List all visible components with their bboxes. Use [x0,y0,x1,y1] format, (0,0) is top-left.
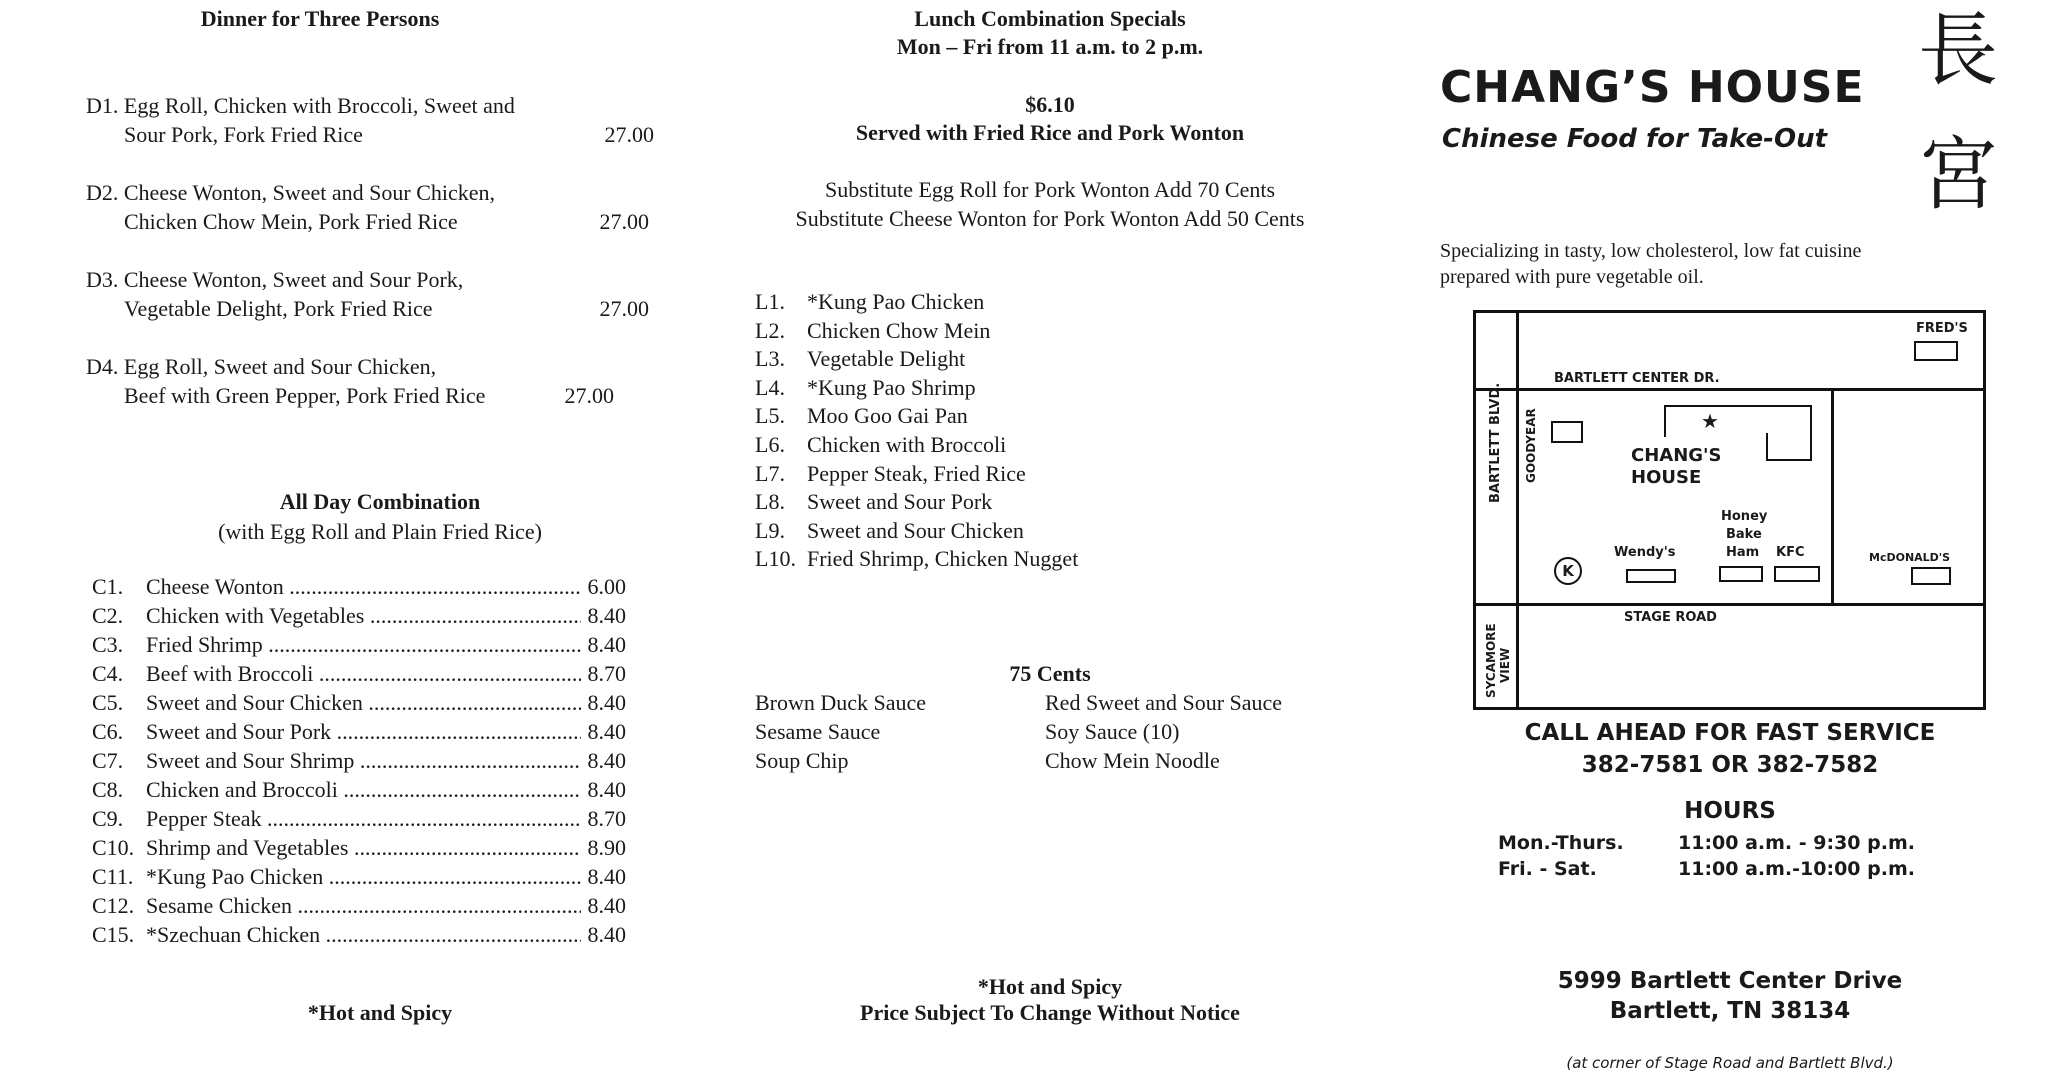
dinner-item-line2: Vegetable Delight, Pork Fried Rice [124,296,433,321]
combo-price: 8.40 [587,690,626,715]
allday-footnote: *Hot and Spicy [307,1000,453,1025]
price-notice: Price Subject To Change Without Notice [860,1000,1240,1025]
dinner-item [86,265,654,323]
sycamore-label: SYCAMORE [1484,623,1498,698]
wendys-label: Wendy's [1614,545,1676,560]
lunch-item: L10. Fried Shrimp, Chicken Nugget [755,546,1079,572]
bartlett-blvd-label: BARTLETT BLVD. [1488,382,1503,503]
combo-code: C11. [92,864,134,889]
sauce-item: Brown Duck Sauce [755,690,927,715]
kfc-building [1774,566,1820,582]
dinner-item-price: 27.00 [604,122,654,147]
star-icon: ★ [1701,409,1719,433]
dinner-item [86,178,654,236]
combo-price: 8.40 [587,632,626,657]
combo-name: Sweet and Sour Pork ..... [146,717,581,746]
chinese-logo-char-2: 宮 [1918,128,1998,221]
dinner-item [86,352,654,410]
road-line [1831,391,1834,603]
freds-label: FRED'S [1916,321,1968,336]
dinner-item-price: 27.00 [599,209,649,234]
combo-name: *Szechuan Chicken ..... [146,920,581,949]
sauce-item: Sesame Sauce [755,719,881,744]
hot-spicy-note: *Hot and Spicy [977,974,1123,999]
kfc-label: KFC [1776,545,1805,560]
combo-name: Cheese Wonton ..... [146,572,581,601]
road-line [1476,388,1983,391]
combo-name: Pepper Steak ..... [146,804,581,833]
lunch-item: L5. Moo Goo Gai Pan [755,403,968,429]
combo-price: 8.40 [587,719,626,744]
combo-code: C7. [92,748,124,773]
goodyear-label: GOODYEAR [1524,408,1538,483]
combo-row [92,920,632,949]
combo-name: Chicken with Vegetables ..... [146,601,581,630]
hours-title: HOURS [1684,798,1776,824]
view-label: VIEW [1498,647,1512,683]
combo-code: C10. [92,835,135,860]
combo-name: Sweet and Sour Shrimp ..... [146,746,581,775]
combo-name: *Kung Pao Chicken ..... [146,862,581,891]
changs-label-line2: HOUSE [1631,467,1702,488]
combo-row [92,804,632,833]
sauce-item: Red Sweet and Sour Sauce [1045,690,1283,715]
lunch-sub-cheese-wonton: Substitute Cheese Wonton for Pork Wonton Add 50 Cents [795,206,1305,231]
dinner-title: Dinner for Three Persons [200,6,440,31]
lunch-list [755,288,1078,574]
phone-numbers: 382-7581 OR 382-7582 [1581,752,1879,778]
combo-name: Chicken and Broccoli ..... [146,775,581,804]
combo-row [92,891,632,920]
lunch-item: L9. Sweet and Sour Chicken [755,517,1024,543]
combo-row [92,775,632,804]
combo-code: C1. [92,574,124,599]
allday-title: All Day Combination [279,489,481,514]
combo-price: 6.00 [587,574,626,599]
sauce-item: Soy Sauce (10) [1045,719,1180,744]
combo-price: 8.40 [587,922,626,947]
combo-price: 8.40 [587,748,626,773]
combo-price: 8.40 [587,603,626,628]
lunch-title: Lunch Combination Specials [914,6,1186,31]
combo-code: C6. [92,719,124,744]
lunch-item: L3. Vegetable Delight [755,346,966,372]
honey-label: Honey [1721,509,1768,524]
honey-baked-ham-building [1719,566,1763,582]
dinner-item-line2: Sour Pork, Fork Fried Rice [124,122,363,147]
combo-code: C9. [92,806,124,831]
dinner-item-price: 27.00 [564,383,614,408]
address-line2: Bartlett, TN 38134 [1609,998,1851,1024]
combo-row [92,717,632,746]
lunch-hours: Mon – Fri from 11 a.m. to 2 p.m. [896,34,1204,59]
hours-table [1498,830,1915,882]
bartlett-center-dr-label: BARTLETT CENTER DR. [1554,371,1720,386]
combo-code: C2. [92,603,124,628]
bake-label: Bake [1726,527,1762,542]
combo-row [92,601,632,630]
combo-price: 8.70 [587,661,626,686]
allday-subtitle: (with Egg Roll and Plain Fried Rice) [218,519,542,544]
combo-row [92,688,632,717]
lunch-item: L8. Sweet and Sour Pork [755,489,993,515]
combo-code: C8. [92,777,124,802]
restaurant-tagline: Chinese Food for Take-Out [1442,124,1828,154]
sauce-item: Soup Chip [755,748,849,773]
sauces-right [1045,688,1282,775]
combo-price: 8.40 [587,777,626,802]
lunch-sub-egg-roll: Substitute Egg Roll for Pork Wonton Add 70 Cents [824,177,1276,202]
combo-code: C15. [92,922,135,947]
combo-name: Sesame Chicken ..... [146,891,581,920]
address-line1: 5999 Bartlett Center Drive [1557,968,1903,994]
combo-price: 8.70 [587,806,626,831]
address-note: (at corner of Stage Road and Bartlett Blvd.) [1566,1054,1894,1072]
sauces-title: 75 Cents [1009,661,1091,686]
combo-row [92,833,632,862]
dinner-item-price: 27.00 [599,296,649,321]
combo-code: C12. [92,893,135,918]
mcdonalds-label: McDONALD'S [1869,551,1951,564]
chinese-logo-char-1: 長 [1918,4,1998,97]
lunch-item: L4. *Kung Pao Shrimp [755,374,976,400]
lunch-price: $6.10 [1025,92,1075,117]
hours-row: Fri. - Sat. 11:00 a.m.-10:00 p.m. [1498,858,1915,880]
combo-code: C5. [92,690,124,715]
lunch-item: L6. Chicken with Broccoli [755,431,1007,457]
restaurant-description: Specializing in tasty, low cholesterol, low fat cuisine prepared with pure vegetable oil. [1440,240,1862,288]
k-logo-icon: K [1554,557,1582,585]
dinner-item-line1: D1. Egg Roll, Chicken with Broccoli, Sweet and [86,93,515,118]
lunch-item: L7. Pepper Steak, Fried Rice [755,460,1026,486]
ham-label: Ham [1726,545,1760,560]
location-map [1473,310,1986,710]
combo-row [92,862,632,891]
dinner-list [86,91,654,439]
mcdonalds-building [1911,567,1951,585]
road-line [1476,603,1983,606]
dinner-item-line1: D3. Cheese Wonton, Sweet and Sour Pork, [86,267,464,292]
goodyear-building [1551,421,1583,443]
combo-price: 8.90 [587,835,626,860]
allday-list [92,572,632,949]
road-line [1516,313,1519,603]
road-line [1516,603,1519,707]
dinner-item-line1: D4. Egg Roll, Sweet and Sour Chicken, [86,354,437,379]
dinner-item-line1: D2. Cheese Wonton, Sweet and Sour Chicken, [86,180,496,205]
combo-price: 8.40 [587,893,626,918]
lunch-item: L2. Chicken Chow Mein [755,317,991,343]
combo-row [92,746,632,775]
lunch-item: L1. *Kung Pao Chicken [755,289,985,314]
combo-row [92,630,632,659]
freds-building [1914,341,1958,361]
combo-code: C3. [92,632,124,657]
combo-code: C4. [92,661,124,686]
combo-row [92,572,632,601]
combo-name: Shrimp and Vegetables ..... [146,833,581,862]
changs-label-line1: CHANG'S [1631,445,1722,466]
sauces-left [755,688,926,775]
combo-name: Sweet and Sour Chicken ..... [146,688,581,717]
changs-house-building-wing [1766,433,1812,461]
combo-name: Fried Shrimp ..... [146,630,581,659]
stage-road-label: STAGE ROAD [1624,610,1717,625]
dinner-item-line2: Beef with Green Pepper, Pork Fried Rice [124,383,486,408]
wendys-building [1626,569,1676,583]
sauce-item: Chow Mein Noodle [1045,748,1220,773]
restaurant-name: CHANG’S HOUSE [1440,62,1865,113]
call-ahead: CALL AHEAD FOR FAST SERVICE [1524,720,1936,746]
combo-row [92,659,632,688]
combo-name: Beef with Broccoli ..... [146,659,581,688]
dinner-item-line2: Chicken Chow Mein, Pork Fried Rice [124,209,458,234]
dinner-item [86,91,654,149]
hours-row: Mon.-Thurs. 11:00 a.m. - 9:30 p.m. [1498,832,1915,854]
combo-price: 8.40 [587,864,626,889]
lunch-served: Served with Fried Rice and Pork Wonton [855,120,1245,145]
